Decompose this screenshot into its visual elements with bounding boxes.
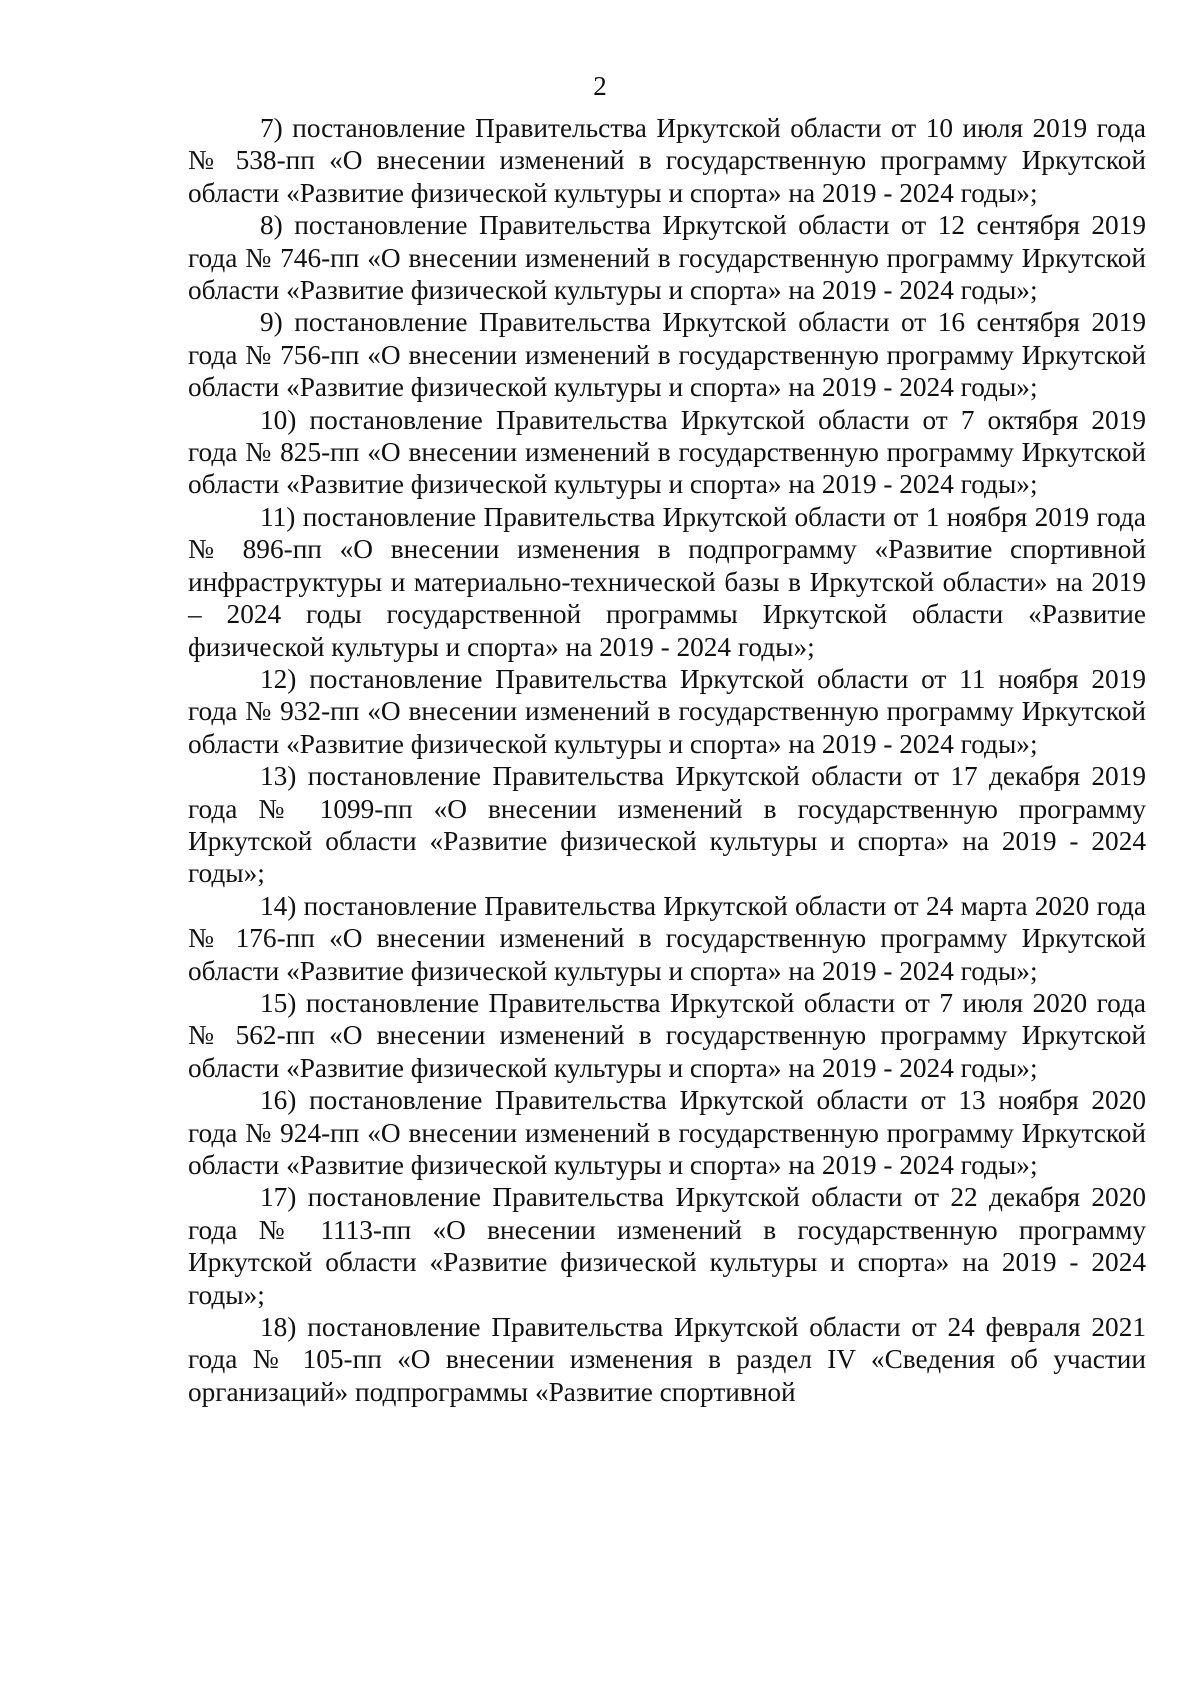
- page-number: 2: [593, 71, 607, 101]
- list-item-13: 13) постановление Правительства Иркутской области от 17 декабря 2019 года № 1099-пп «О внесении изменений в государственную программу Иркутской области «Развитие физической культуры и спорта» на 2019 - 2024 годы»;: [188, 761, 1146, 889]
- list-item-11: 11) постановление Правительства Иркутской области от 1 ноября 2019 года № 896-пп «О внесении изменения в подпрограмму «Развитие спортивной инфраструктуры и материально-технической базы в Иркутской области» на 2019 – 2024 годы государственной программы Иркутской области «Развитие физической культуры и спорта» на 2019 - 2024 годы»;: [188, 501, 1146, 662]
- list-item-16: 16) постановление Правительства Иркутской области от 13 ноября 2020 года № 924-пп «О внесении изменений в государственную программу Иркутской области «Развитие физической культуры и спорта» на 2019 - 2024 годы»;: [188, 1085, 1146, 1180]
- list-item-18: 18) постановление Правительства Иркутской области от 24 февраля 2021 года № 105-пп «О внесении изменения в раздел IV «Сведения об участии организаций» подпрограммы «Развитие спортивной: [188, 1312, 1146, 1407]
- list-item-10: 10) постановление Правительства Иркутской области от 7 октября 2019 года № 825-пп «О внесении изменений в государственную программу Иркутской области «Развитие физической культуры и спорта» на 2019 - 2024 годы»;: [188, 404, 1146, 500]
- list-item-17: 17) постановление Правительства Иркутской области от 22 декабря 2020 года № 1113-пп «О внесении изменений в государственную программу Иркутской области «Развитие физической культуры и спорта» на 2019 - 2024 годы»;: [188, 1182, 1146, 1310]
- list-item-12: 12) постановление Правительства Иркутской области от 11 ноября 2019 года № 932-пп «О внесении изменений в государственную программу Иркутской области «Развитие физической культуры и спорта» на 2019 - 2024 годы»;: [188, 663, 1146, 759]
- list-item-8: 8) постановление Правительства Иркутской области от 12 сентября 2019 года № 746-пп «О внесении изменений в государственную программу Иркутской области «Развитие физической культуры и спорта» на 2019 - 2024 годы»;: [188, 210, 1146, 306]
- document-body: [188, 112, 1146, 1408]
- list-item-14: 14) постановление Правительства Иркутской области от 24 марта 2020 года № 176-пп «О внесении изменений в государственную программу Иркутской области «Развитие физической культуры и спорта» на 2019 - 2024 годы»;: [188, 890, 1146, 986]
- list-item-15: 15) постановление Правительства Иркутской области от 7 июля 2020 года № 562-пп «О внесении изменений в государственную программу Иркутской области «Развитие физической культуры и спорта» на 2019 - 2024 годы»;: [188, 987, 1146, 1083]
- list-item-7: 7) постановление Правительства Иркутской области от 10 июля 2019 года № 538-пп «О внесении изменений в государственную программу Иркутской области «Развитие физической культуры и спорта» на 2019 - 2024 годы»;: [188, 113, 1146, 208]
- list-item-9: 9) постановление Правительства Иркутской области от 16 сентября 2019 года № 756-пп «О внесении изменений в государственную программу Иркутской области «Развитие физической культуры и спорта» на 2019 - 2024 годы»;: [188, 307, 1146, 403]
